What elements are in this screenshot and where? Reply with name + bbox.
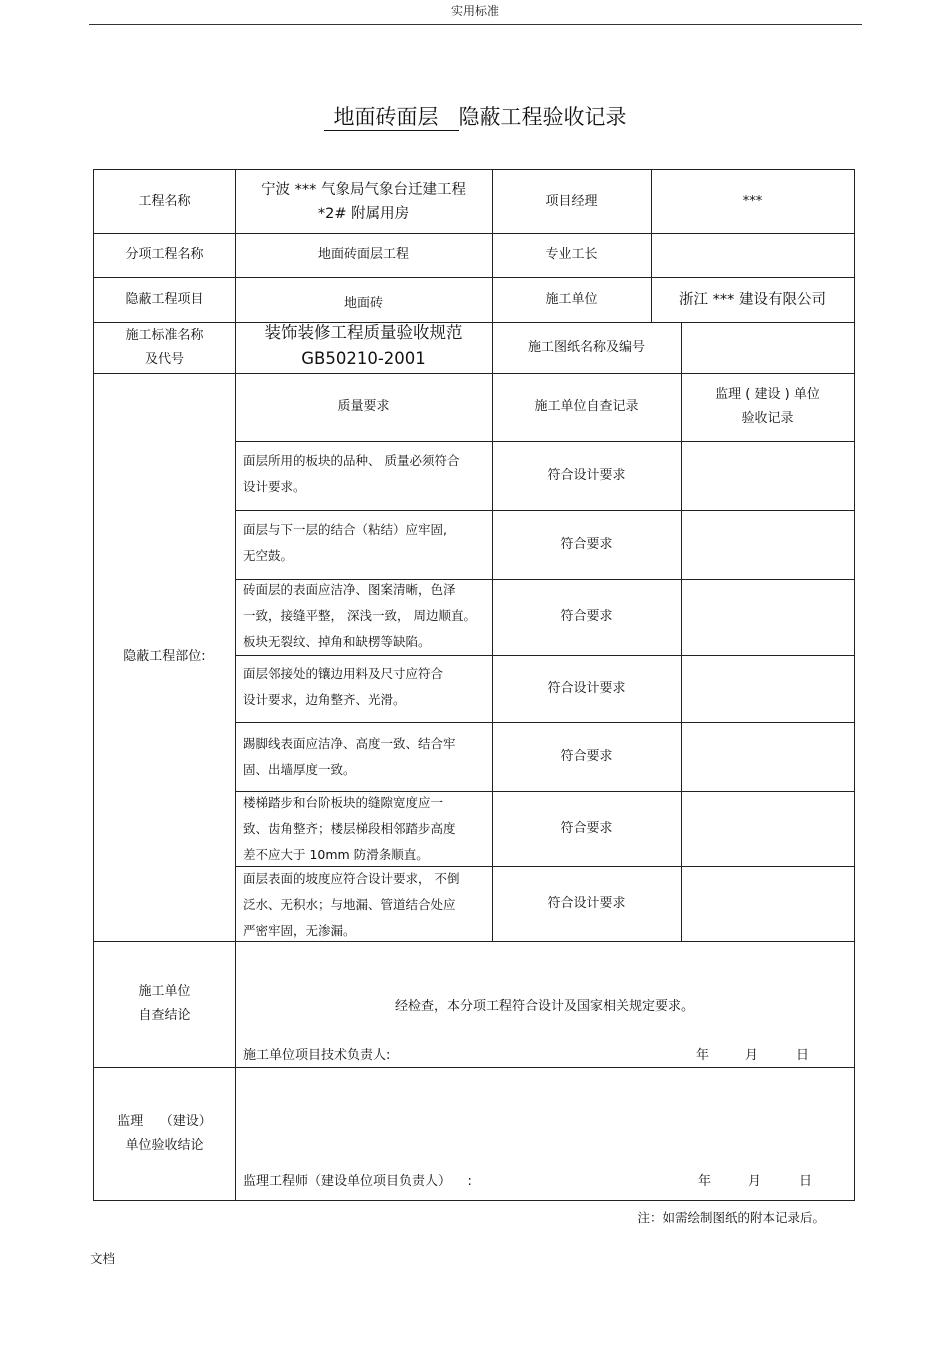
conclusion-day: 日 xyxy=(796,1048,810,1063)
page-footer: 文档 xyxy=(90,1251,116,1266)
supervision-month: 月 xyxy=(748,1174,762,1189)
requirement-text xyxy=(243,866,459,944)
supervision-header-line: 验收记录 xyxy=(741,411,794,426)
supervision-year: 年 xyxy=(698,1174,712,1189)
record-table xyxy=(93,169,855,1201)
project-name-line: 宁波 *** 气象局气象台迁建工程 xyxy=(261,181,466,198)
self-check-result: 符合设计要求 xyxy=(547,467,626,483)
conclusion-label-line: 自查结论 xyxy=(138,1008,191,1023)
requirement-line: 无空鼓。 xyxy=(243,548,294,563)
requirement-line: 板块无裂纹、掉角和缺楞等缺陷。 xyxy=(243,634,431,649)
self-check-header: 施工单位自查记录 xyxy=(534,399,639,414)
document-title xyxy=(0,101,950,131)
hidden-item-value: 地面砖 xyxy=(343,295,383,311)
conclusion-month: 月 xyxy=(745,1048,759,1063)
self-check-result: 符合要求 xyxy=(560,536,613,552)
self-check-result: 符合设计要求 xyxy=(547,895,626,911)
supervision-label-line: 单位验收结论 xyxy=(125,1137,204,1153)
requirement-text xyxy=(243,731,456,783)
subitem-label: 分项工程名称 xyxy=(125,247,204,262)
hidden-item-label: 隐蔽工程项目 xyxy=(125,291,204,307)
requirement-line: 一致，接缝平整， 深浅一致， 周边顺直。 xyxy=(243,608,476,623)
foreman-label: 专业工长 xyxy=(545,247,598,262)
requirement-line: 面层与下一层的结合（粘结）应牢固, xyxy=(243,522,447,537)
requirement-text xyxy=(243,448,459,500)
manager-value: *** xyxy=(742,193,763,209)
conclusion-year: 年 xyxy=(696,1048,710,1063)
standard-label xyxy=(94,322,235,373)
hidden-part-label: 隐蔽工程部位: xyxy=(123,649,206,664)
requirement-line: 固、出墙厚度一致。 xyxy=(243,762,356,777)
conclusion-label-line: 施工单位 xyxy=(138,984,191,999)
conclusion-signer: 施工单位项目技术负责人: xyxy=(243,1048,391,1063)
self-check-result: 符合要求 xyxy=(560,820,613,836)
standard-value xyxy=(235,320,492,371)
contractor-label: 施工单位 xyxy=(545,291,598,307)
requirement-text xyxy=(243,517,447,569)
manager-label: 项目经理 xyxy=(545,193,598,209)
subitem-value: 地面砖面层工程 xyxy=(317,247,409,262)
supervision-header xyxy=(681,373,854,441)
standard-name: 装饰装修工程质量验收规范 xyxy=(264,322,463,342)
requirement-line: 差不应大于 10mm 防滑条顺直。 xyxy=(243,847,429,862)
requirement-line: 设计要求，边角整齐、光滑。 xyxy=(243,692,406,707)
header-rule xyxy=(89,24,862,25)
attachment-note: 注：如需绘制图纸的附本记录后。 xyxy=(637,1210,825,1225)
requirement-line: 泛水、无积水；与地漏、管道结合处应 xyxy=(243,897,456,912)
project-name-label: 工程名称 xyxy=(138,193,191,209)
self-check-result: 符合要求 xyxy=(560,609,613,624)
page-header: 实用标准 xyxy=(450,4,499,18)
standard-code: GB50210-2001 xyxy=(301,348,426,368)
supervision-label xyxy=(94,1067,235,1200)
requirement-line: 面层所用的板块的品种、 质量必须符合 xyxy=(243,453,460,468)
requirement-line: 踢脚线表面应洁净、高度一致、结合牢 xyxy=(243,736,456,751)
requirement-line: 面层邻接处的镶边用料及尺寸应符合 xyxy=(243,666,444,681)
supervision-header-line: 监理 ( 建设 ) 单位 xyxy=(715,387,820,402)
conclusion-label xyxy=(94,941,235,1067)
project-name-line: *2# 附属用房 xyxy=(317,205,410,222)
standard-label-line: 及代号 xyxy=(144,351,184,367)
foreman-value xyxy=(651,233,854,277)
title-rest: 隐蔽工程验收记录 xyxy=(458,105,627,129)
requirement-line: 设计要求。 xyxy=(243,479,306,494)
self-check-result: 符合要求 xyxy=(560,748,613,764)
requirement-line: 致、齿角整齐；楼层梯段相邻踏步高度 xyxy=(243,821,456,836)
supervision-day: 日 xyxy=(799,1174,813,1189)
requirement-text xyxy=(243,661,443,713)
requirement-line: 严密牢固，无渗漏。 xyxy=(243,923,356,938)
drawing-label: 施工图纸名称及编号 xyxy=(527,339,645,355)
supervision-signer: 监理工程师（建设单位项目负责人） : xyxy=(243,1174,472,1189)
title-subject: 地面砖面层 xyxy=(324,105,459,131)
drawing-value xyxy=(681,322,854,373)
contractor-value: 浙江 *** 建设有限公司 xyxy=(679,291,826,308)
quality-header: 质量要求 xyxy=(337,399,390,414)
requirement-text xyxy=(243,790,456,868)
requirement-line: 面层表面的坡度应符合设计要求， 不倒 xyxy=(243,871,460,886)
standard-label-line: 施工标准名称 xyxy=(125,327,204,343)
requirement-line: 砖面层的表面应洁净、图案清晰，色泽 xyxy=(243,582,456,597)
self-check-result: 符合设计要求 xyxy=(547,680,626,696)
conclusion-text: 经检查，本分项工程符合设计及国家相关规定要求。 xyxy=(394,999,694,1014)
requirement-line: 楼梯踏步和台阶板块的缝隙宽度应一 xyxy=(243,795,444,810)
supervision-label-line: 监理 （建设） xyxy=(117,1113,212,1129)
requirement-text xyxy=(243,577,476,655)
project-name-value xyxy=(235,170,492,233)
